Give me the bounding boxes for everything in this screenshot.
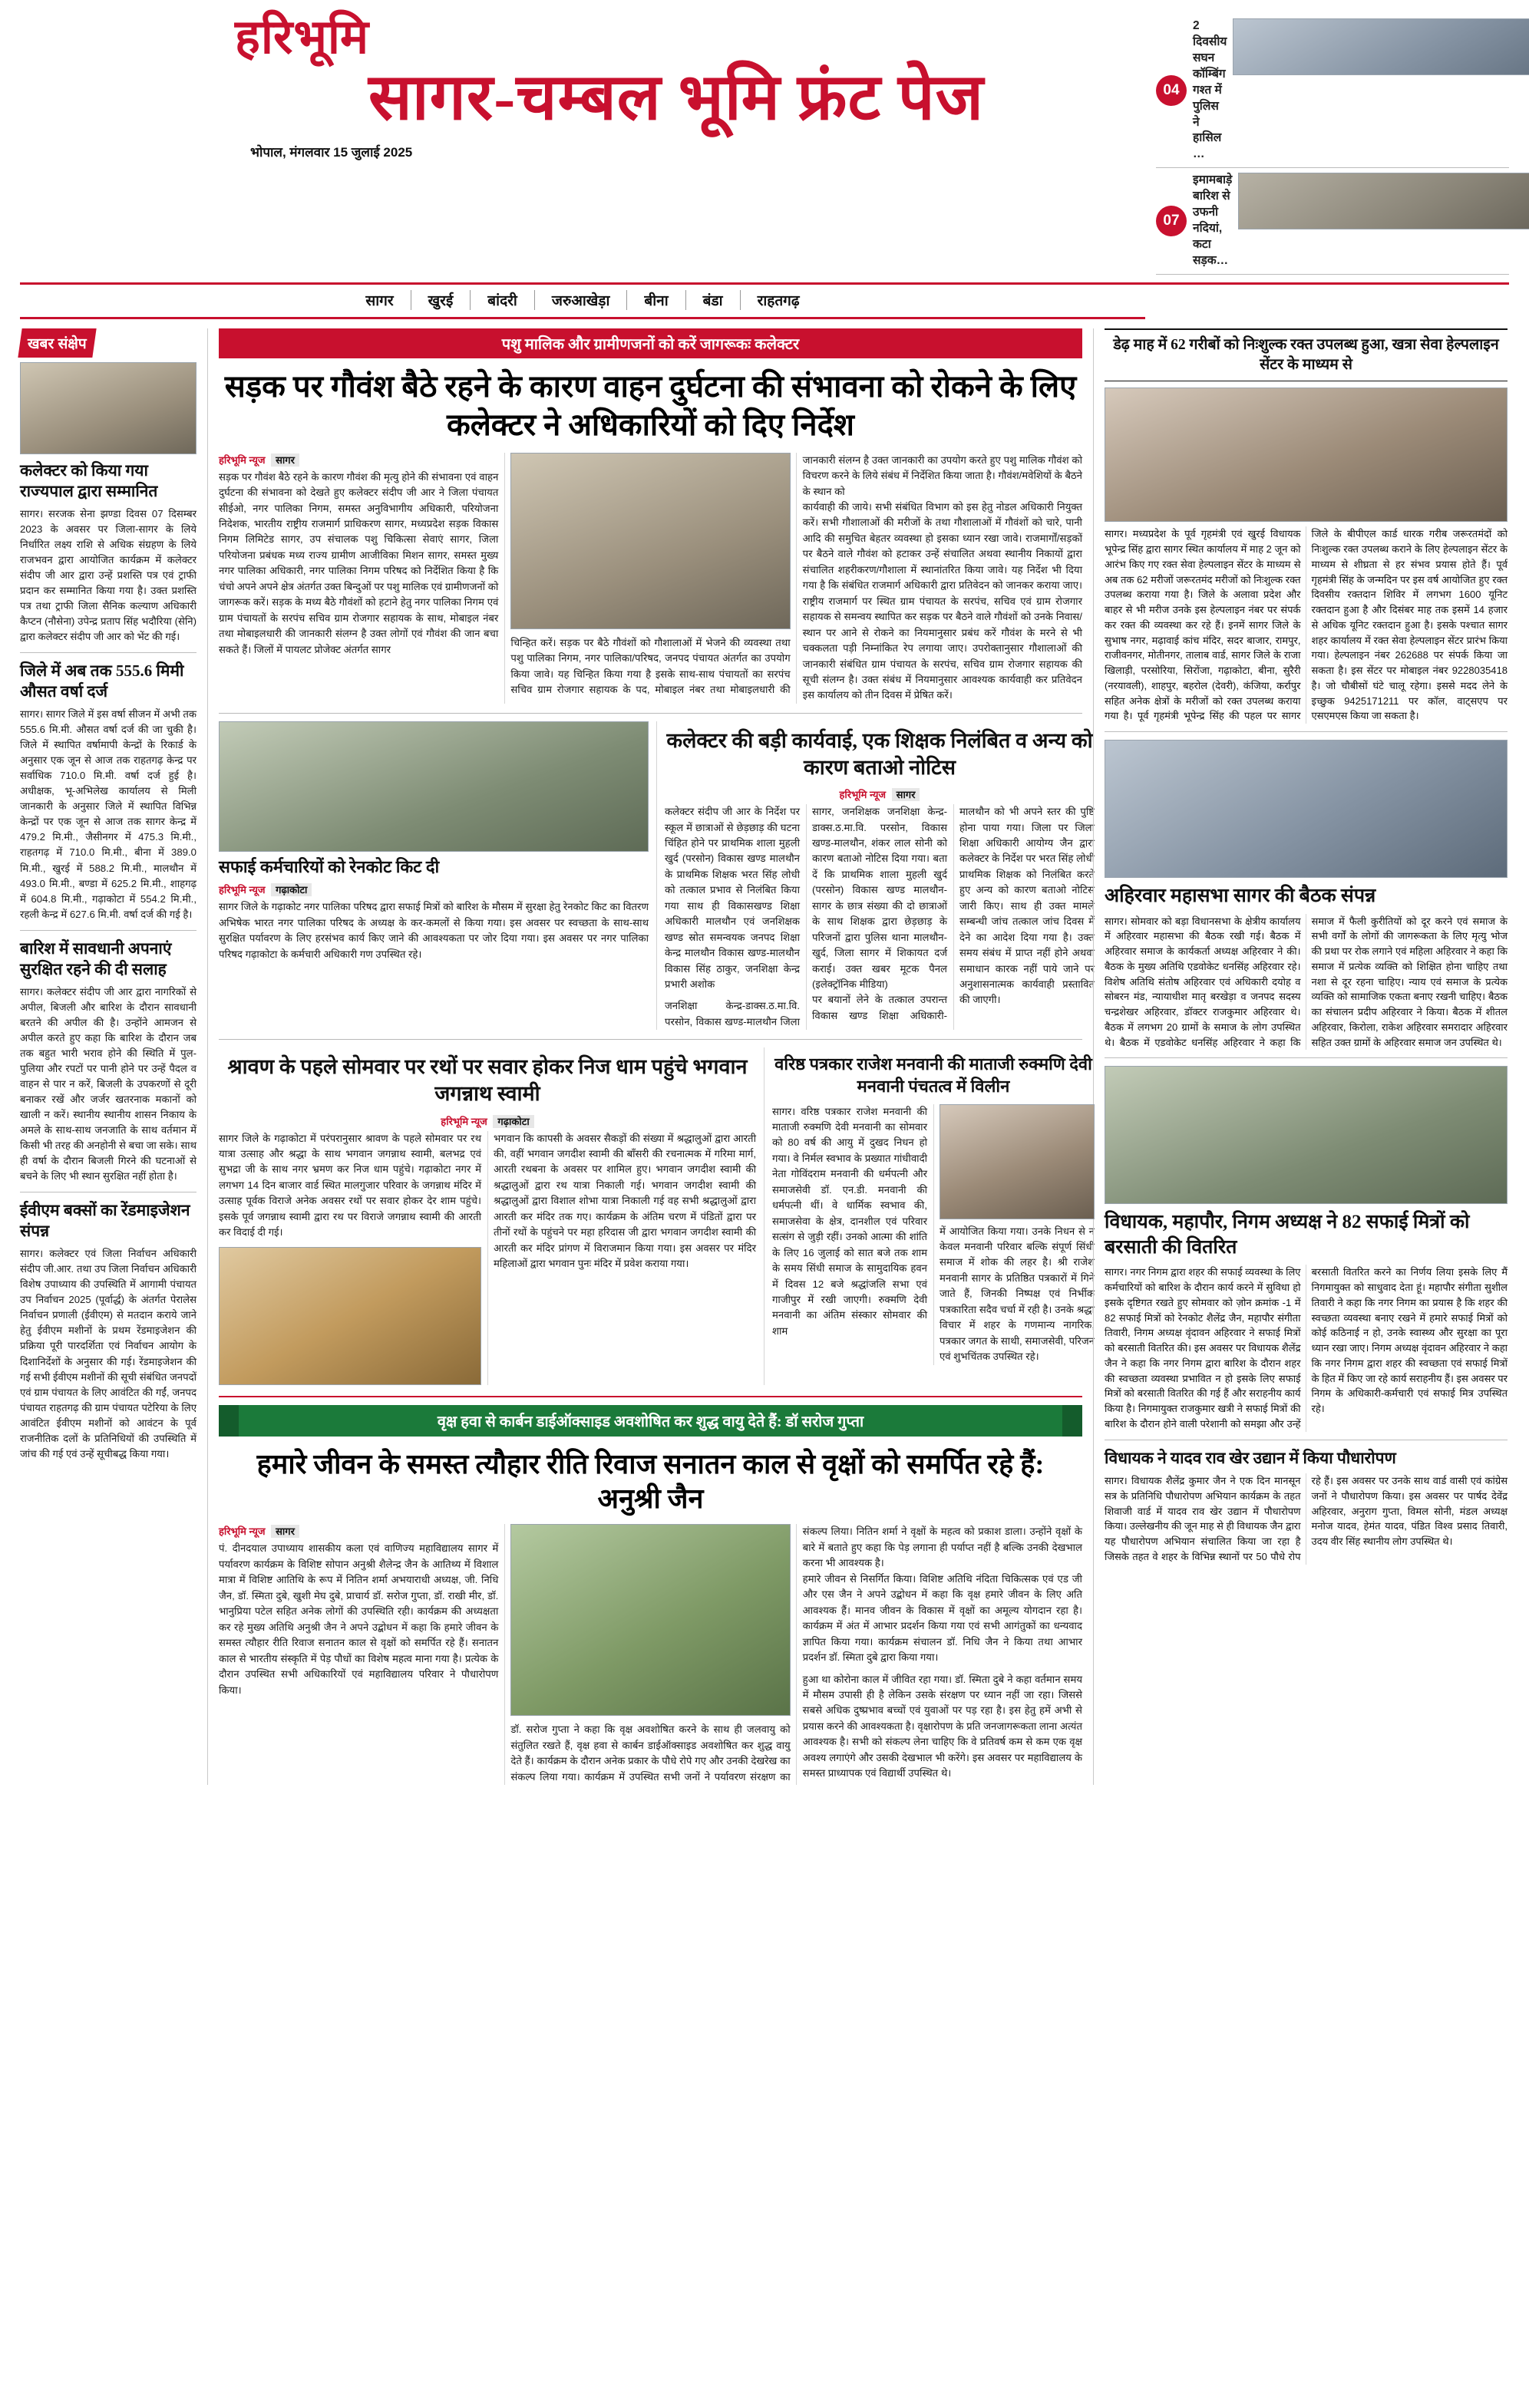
right-headline-4: विधायक ने यादव राव खेर उद्यान में किया पौधारोपण bbox=[1105, 1448, 1396, 1467]
lead-headline: सड़क पर गौवंश बैठे रहने के कारण वाहन दुर्घटना की संभावना को रोकने के लिए कलेक्टर ने अधिकारियों को दिए निर्देश bbox=[224, 368, 1077, 443]
byline-location: गढ़ाकोटा bbox=[271, 883, 312, 896]
story2-headline: कलेक्टर की बड़ी कार्यवाई, एक शिक्षक निलंबित व अन्य को कारण बताओ नोटिस bbox=[666, 728, 1093, 779]
promo-text: 2 दिवसीय सघन कॉम्बिंग गश्त में पुलिस ने हासिल … bbox=[1193, 19, 1227, 161]
lead-col-1: सड़क पर गौवंश बैठे रहने के कारण गौवंश की मृत्यु होने की संभावना एवं वाहन दुर्घटना की संभावना को देखते हुए कलेक्टर संदीप जी आर ने जिला पंचायत सीईओ, नगर पालिका निगम, समस्त अनुविभागीय अधिकारी, परियोजना निदेशक, भारतीय राष्ट्रीय राजमार्ग प्राधिकरण सागर, मध्यप्रदेश सड़क विकास निगम लिमिटेड सागर, उप संचालक पशु चिकित्सा सेवाएं सागर, जिला परियोजना प्रबंधक मध्य राज्य ग्रामीण आजीविका मिशन सागर, समस्त मुख्य नगर पालिका अधिकारी, नगर पालिका निगम परिषद को निर्देशित किया है कि चंचो अपने अपने क्षेत्र अंतर्गत उक्त बिन्दुओं पर पशु मालिक एवं ग्रामीणजनों को जागरूक करें। सड़क के मध्य बैठे गौवंशों को हटाने हेतु नगर पालिका निगम एवं ग्राम पंचायतों के सरपंच सचिव ग्राम रोजगार सहायक के साथ, मोबाइल नंबर तथा मोबाइलधारी की जानकारी संलग्न है उक्त लोगों एवं गौवंश की जान बचा सकते हैं। जिलों में पायलट प्रोजेक्ट अंतर्गत सागर bbox=[219, 470, 499, 655]
left-headline-2: जिले में अब तक 555.6 मिमी औसत वर्षा दर्ज bbox=[20, 661, 184, 701]
promo-photo-flood bbox=[1238, 173, 1529, 229]
story2-col-3: पर बयानों लेने के तत्काल उपरान्त विकास खण्ड शिक्षा अधिकारी-मालथौन को भी अपने स्तर की पुष्टि होना पाया गया। जिला पर जिला शिक्षा अधिकारी आयोग्य जैन द्वारा कलेक्टर के निर्देश पर भरत सिंह लोधी प्राथमिक शिक्षक को निलंबित करते हुए अन्य को कारण बताओ नोटिस जारी किए। साथ ही उक्त मामले सम्बन्धी जांच तत्काल जांच दिवस में देने का आदेश दिया गया है। उक्त समय संबंध में प्राप्त नहीं होने अथवा समाधान कारक नहीं पाये जाने पर अनुशासनात्मक कार्यवाही प्रस्तावित की जाएगी। bbox=[812, 806, 1095, 1021]
story5-col-2: में आयोजित किया गया। उनके निधन से न केवल मनवानी परिवार बल्कि संपूर्ण सिंधी समाज में शोक की लहर है। श्री राजेश मनवानी सागर के प्रतिष्ठित पत्रकारों में गिने जाते हैं, जिनकी निष्पक्ष एवं निर्भीक पत्रकारिता सदैव चर्चा में रही है। उनके श्रद्धा विचार में शहर के गणमान्य नागरिक, पत्रकार जगत के साथी, समाजसेवी, परिजन एवं शुभचिंतक उपस्थित रहे। bbox=[940, 1225, 1095, 1363]
byline-location: सागर bbox=[271, 1525, 299, 1538]
byline bbox=[219, 882, 649, 896]
story-suspension bbox=[219, 721, 649, 1031]
right-headline-3: विधायक, महापौर, निगम अध्यक्ष ने 82 सफाई मित्रों को बरसाती की वितरित bbox=[1105, 1212, 1470, 1258]
right-body-1: सागर। मध्यप्रदेश के पूर्व गृहमंत्री एवं खुरई विधायक भूपेन्द्र सिंह द्वारा सागर स्थित कार्यालय में माह 2 जून को आरंभ किए गए रक्त सेवा हेल्पलाइन सेंटर के माध्यम से अब तक 62 मरीजों जरूरतमंद मरीजों को निःशुल्क रक्त उपलब्ध कराया गया है। जिले के अलावा प्रदेश और बाहर से भी मरीज उनके इस हेल्पलाइन नंबर पर संपर्क कर रक्त की व्यवस्था कर रहे हैं। इनमें सागर जिले के सुभाष नगर, मढ़ावाई कांच मंदिर, सदर बाजार, रामपुर, राजीवनगर, मोतीनगर, तालाब वार्ड, सागर जिले के राजा खिलाड़ी, परसोरिया, सिरोंजा, गढ़ाकोटा, बीना, सुरैरी (नरयावली), शाहपुर, बहरोल (देवरी), कंजिया, कर्रापुर सहित अनेक क्षेत्रों के मरीजों को रक्त उपलब्ध कराया गया है। पूर्व गृहमंत्री भूपेन्द्र सिंह की पहल पर सागर जिले के बीपीएल कार्ड धारक गरीब जरूरतमंदों को निःशुल्क रक्त उपलब्ध कराने के लिए हेल्पलाइन सेंटर के माध्यम से शीघ्रता से हर संभव प्रयास होते हैं। पूर्व गृहमंत्री सिंह के जन्मदिन पर इस वर्ष आयोजित हुए रक्त दिवसीय रक्तदान शिविर में लगभग 1600 यूनिट रक्तदान हुआ है और दिसंबर माह तक इसमें 14 हजार से अधिक यूनिट रक्तदान हुआ है। इसके पश्चात सागर शहर कार्यालय में रक्त सेवा हेल्पलाइन सेंटर प्रारंभ किया गया। हेल्पलाइन नंबर 262688 पर संपर्क किया जा सकता है। इस सेंटर पर मोबाइल नंबर 9228035418 है। जो चौबीसों घंटे चालू रहेगा। इससे मदद लेने के इच्छुक 9425171211 पर कॉल, वाट्सएप पर एसएमएस किया जा सकता है। bbox=[1105, 528, 1508, 722]
photo-raincoat-handover bbox=[1105, 1066, 1508, 1204]
divider bbox=[1105, 731, 1508, 732]
promo-list bbox=[1156, 14, 1509, 275]
edition-bina[interactable]: बीना bbox=[627, 290, 685, 310]
left-headline-1: कलेक्टर को किया गया राज्यपाल द्वारा सम्मानित bbox=[20, 460, 158, 500]
story6-headline: हमारे जीवन के समस्त त्यौहार रीति रिवाज सनातन काल से वृक्षों को समर्पित रहे हैं: अनुश्री जैन bbox=[256, 1448, 1045, 1515]
byline-location: गढ़ाकोटा bbox=[493, 1115, 533, 1128]
story6-body bbox=[219, 1524, 1082, 1785]
portrait-official-photo bbox=[1105, 388, 1508, 522]
green-ribbon-quote: वृक्ष हवा से कार्बन डाईऑक्साइड अवशोषित कर शुद्ध वायु देते हैं: डॉ सरोज गुप्ता bbox=[239, 1405, 1062, 1437]
divider bbox=[219, 1039, 1082, 1040]
story-teacher-suspended bbox=[665, 721, 1095, 1031]
photo-collector-meeting bbox=[510, 453, 790, 629]
byline-tag: हरिभूमि न्यूज bbox=[441, 1115, 487, 1127]
byline bbox=[219, 1114, 756, 1128]
story4-headline: श्रावण के पहले सोमवार पर रथों पर सवार होकर निज धाम पहुंचे भगवान जगन्नाथ स्वामी bbox=[227, 1055, 748, 1106]
story2-col-2: जनशिक्षा केन्द्र-डाक्स.ठ.मा.वि. परसोन, विकास खण्ड-मालथौन जिला सागर, जनशिक्षक जनशिक्षा केन्द्र-डाक्स.ठ.मा.वि. परसोन, विकास खण्ड-मालथौन, शंकर लाल सोनी को कारण बताओ नोटिस दिया गया। बता दें कि प्राथमिक शाला मुहली खुर्द (परसोन) विकास खण्ड मालथौन-सागर के छात्र संख्या की दो छात्राओं के साथ शिक्षक द्वारा छेड़छाड़ के परिजनों द्वारा पुलिस थाना मालथौन-खुर्द, जिला सागर में शिकायत दर्ज कराई। उक्त खबर मूटक पैनल (इलेक्ट्रॉनिक मीडिया) bbox=[665, 806, 947, 1028]
byline bbox=[665, 787, 1095, 801]
photo-award-ceremony bbox=[20, 362, 196, 454]
story6-col-3: हमारे जीवन से निसर्गित किया। विशिष्ट अतिथि नंदिता चिकित्सक एवं एड जी और एस जैन ने अपने उद्बोधन में कहा कि वृक्ष हमारे जीवन के लिए अति आवश्यक हैं। मानव जीवन के विकास में वृक्षों का अमूल्य योगदान रहा है। कार्यक्रम में अंत में आभार प्रदर्शन किया गया एवं सभी आगंतुकों का धन्यवाद ज्ञापित किया गया। कार्यक्रम संचालन डॉ. निधि जैन ने किया तथा आभार प्रदर्शन डॉ. स्मिता दुबे द्वारा किया गया। bbox=[802, 1572, 1082, 1664]
paper-logo: हरिभूमि bbox=[235, 12, 370, 64]
byline-tag: हरिभूमि न्यूज bbox=[219, 1526, 266, 1538]
story6-col-4: हुआ था कोरोना काल में जीवित रहा गया। डॉ. स्मिता दुबे ने कहा वर्तमान समय में मौसम उपासी ही है लेकिन उसके संरक्षण पर ध्यान नहीं जा रहा। जिससे सबसे अधिक दुष्प्रभाव बच्चों एवं युवाओं पर पड़ रहा है। इस हेतु हमें अभी से प्रयास करने की आवश्यकता है। वृक्षारोपण के प्रति जनजागरूकता लाना अत्यंत आवश्यक है। सभी को संकल्प लेना चाहिए कि वे प्रतिवर्ष कम से कम एक वृक्ष अवश्य लगाएंगे और उसकी देखभाल भी करेंगे। इस अवसर पर महाविद्यालय के समस्त प्राध्यापक एवं विद्यार्थी उपस्थित थे। bbox=[802, 1673, 1082, 1780]
story4-col-1: सागर जिले के गढ़ाकोटा में परंपरानुसार श्रावण के पहले सोमवार पर रथ यात्रा उत्साह और श्रद्धा के साथ भगवान जगन्नाथ स्वामी, बलभद्र एवं सुभद्रा जी के साथ नगर भ्रमण कर निज धाम पहुंचे। गढ़ाकोटा नगर में लगभग 14 दिन बाजार वार्ड स्थित मालगुजार परिवार के जगन्नाथ मंदिर में उत्साह पूर्वक विराजे अनेक अवसर रथों पर सवार होकर देर शाम पहुंचे। इसके पूर्व जगन्नाथ स्वामी द्वारा रथ पर विराजे जगन्नाथ स्वामी की आरती कर विदाई दी गई। bbox=[219, 1132, 481, 1239]
story5-col-1: सागर। वरिष्ठ पत्रकार राजेश मनवानी की माताजी रुक्मणि देवी मनवानी का सोमवार को 80 वर्ष की आयु में दुखद निधन हो गया। वे निर्मल स्वभाव के प्रख्यात गांधीवादी नेता गोविंदराम मनवानी की धर्मपत्नी और समाजसेवी डॉ. एन.डी. मनवानी की धर्मपत्नी थीं। वे धार्मिक स्वभाव की, समाजसेवा के क्षेत्र, दानशील एवं परिवार सत्संग से जुड़ी रहीं। उनको आत्मा की शांति के लिए 16 जुलाई को सात बजे तक शाम के समय सिंधी समाज के सामुदायिक हवन में दिवस 12 बजे श्रद्धांजलि सभा एवं गाजीपुर में रखी जाएगी। रुक्मणि देवी मनवानी का अंतिम संस्कार सोमवार की शाम bbox=[772, 1105, 927, 1337]
right-column bbox=[1093, 328, 1508, 1785]
right-headline-2: अहिरवार महासभा सागर की बैठक संपन्न bbox=[1105, 886, 1376, 907]
story4-col-2: भगवान कि कापसी के अवसर सैकड़ों की संख्या में श्रद्धालुओं द्वारा आरती की, वहीं भगवान जगदीश स्वामी की बाँसरी की रचनात्मक में गरिमा मार्ग, आरती रथबना के अवसर पर शामिल हुए। भगवान जगदीश स्वामी की श्रद्धालुओं द्वारा रथ यात्रा निकाली गई। भगवान जगदीश स्वामी की श्रद्धालुओं द्वारा विशाल शोभा यात्रा निकाली गई वह सभी श्रद्धालुओं द्वारा आरती कर मंदिर तक गए। कार्यक्रम के अंतिम चरण में पंडितों द्वारा पर तीनों रथों के पहुंचने पर महा हरिदास जी द्वारा भगवान जगदीश स्वामी की आरती कर मंदिर प्रांगण में विराजमान किया गया। इस अवसर पर मंदिर महिलाओं द्वारा भगवान पुनः मंदिर में प्रवेश कराया गया। bbox=[494, 1132, 756, 1270]
divider-red bbox=[219, 1396, 1082, 1397]
edition-sagar[interactable]: सागर bbox=[348, 290, 411, 310]
byline-location: सागर bbox=[892, 788, 920, 801]
khabar-sankshep-badge: खबर संक्षेप bbox=[18, 328, 96, 358]
story3-body: सागर जिले के गढ़ाकोट नगर पालिका परिषद द्वारा सफाई मित्रों को बारिश के मौसम में सुरक्षा हेतु रेनकोट किट का वितरण अभिषेक भारत नगर पालिका परिषद के अध्यक्ष के कर-कमलों से किया गया। इस अवसर पर स्वच्छता के साथ-साथ सुरक्षित पर्यावरण के लिए हरसंभव कार्य किए जाने की आवश्यकता पर जोर दिया गया। इस अवसर पर नगर पालिका परिषद गढ़ाकोटा के कर्मचारी अधिकारी गण उपस्थित रहे। bbox=[219, 901, 649, 960]
promo-item[interactable] bbox=[1156, 14, 1509, 168]
promo-page-number: 04 bbox=[1156, 75, 1187, 106]
lead-col-2: चिन्हित करें। सड़क पर बैठे गौवंशों को गौशालाओं में भेजने की व्यवस्था तथा पशु पालिका निगम, नगर पालिका/परिषद, जनपद पंचायत अंतर्गत का उपयोग किया जावे। यह चिन्हित किया गया है इसके साथ-साथ पंचायतों का सरपंच सचिव ग्राम रोजगार सहायक के पद, मोबाइल नंबर तथा मोबाइलधारी की जानकारी संलग्न है उक्त जानकारी का उपयोग करते हुए पशु मालिक गौवंश को विचरण करने के लिये संबंध में निर्देशित किया जाता है। गौवंश/मवेशियों के बैठने के स्थान को bbox=[510, 454, 1082, 695]
story-obituary bbox=[772, 1047, 1095, 1384]
promo-photo-police bbox=[1233, 18, 1529, 75]
promo-item[interactable] bbox=[1156, 168, 1509, 275]
photo-tree-plantation bbox=[510, 1524, 790, 1716]
lead-col-3: कार्यवाही की जाये। सभी संबंधित विभाग को इस हेतु नोडल अधिकारी नियुक्त करें। सभी गौशालाओं की मरीजों के तथा गौशालाओं में गौवंशों को चारे, पानी आदि की समुचित बेहतर व्यवस्था हो इसका ध्यान रखा जावे। राजमार्गों/सड़कों पर बैठने वाले गौवंश को हटाकर उन्हें संचालित अथवा स्थानीय निकायों द्वारा संचालित शहरीकरण/गौशाला में स्थानांतरित किया जावे। यह निर्देश भी दिया गया है कि संबंधित राजमार्ग अधिकारी द्वारा प्रतिवेदन को जानकर कराया जाए। राष्ट्रीय राजमार्ग पर स्थित ग्राम पंचायत के सरपंच, सचिव एवं ग्राम रोजगार सहायक से समन्वय स्थापित कर सड़क पर बैठने वाले गौवंशों को उनके निवास/स्थान पर आने से रोकने का नियमानुसार प्रबंध करें गौवंश के मरने से भी चक्कलता पड़ी निम्नांकित रेप लगाया जाए। उपरोक्तानुसार गौशालाओं की जानकारी संबंधित ग्राम पंचायत के सरपंच, सचिव ग्राम रोजगार सहायक की सूची संलग्न है। उक्त संबंध में नियमानुसार आवश्यक कार्यवाही कर प्रतिवेदन इस कार्यालय को तीन दिवस में प्रेषित करें। bbox=[802, 500, 1082, 701]
photo-raincoat-distribution bbox=[219, 721, 649, 852]
story3-headline: सफाई कर्मचारियों को रेनकोट किट दी bbox=[219, 856, 440, 876]
left-column bbox=[20, 328, 196, 1785]
right-body-3: सागर। नगर निगम द्वारा शहर की सफाई व्यवस्था के लिए कर्मचारियों को बारिश के दौरान कार्य करने में सुविधा हो इसके दृष्टिगत रखते हुए सोमवार को ज़ोन क्रमांक -1 में 82 सफाई मित्रों को रेनकोट शैलेंद्र जैन, महापौर संगीता तिवारी, निगम अध्यक्ष वृंदावन अहिरवार ने सफाई मित्रों को बरसाती वितरित की। इस अवसर पर विधायक शैलेंद्र जैन ने कहा कि नगर निगम द्वारा बारिश के दौरान शहर की स्वच्छता व्यवस्था प्रभावित न हो इसके लिए सफाई मित्रों को बरसाती वितरित की गई हैं और सराहनीय कार्य किया है। निगमायुक्त राजकुमार खत्री ने सफाई मित्रों की बारिश के दौरान होने वाली परेशानी को समझा और उन्हें बरसाती वितरित करने का निर्णय लिया इसके लिए मैं निगमायुक्त को साधुवाद देता हूं। महापौर संगीता सुशील तिवारी ने कहा कि नगर निगम का प्रयास है कि शहर की स्वच्छता व्यवस्था बनाए रखने में हमारे सफाई मित्रों को कोई कठिनाई न हो, उनके स्वास्थ्य और सुरक्षा का पूरा ध्यान रखा जाए। निगम अध्यक्ष वृंदावन अहिरवार ने कहा कि नगर निगम द्वारा शहर की स्वच्छता एवं सफाई मित्रों के हित में किए जा रहे कार्य सराहनीय हैं। इस अवसर पर निगम के अधिकारी-कर्मचारी एवं सफाई मित्र उपस्थित रहे। bbox=[1105, 1266, 1508, 1430]
edition-jaruakheda[interactable]: जरुआखेड़ा bbox=[535, 290, 628, 310]
story-rathyatra bbox=[219, 1047, 756, 1384]
masthead bbox=[20, 14, 1509, 279]
byline-tag: हरिभूमि न्यूज bbox=[219, 454, 266, 466]
byline-tag: हरिभूमि न्यूज bbox=[219, 884, 266, 896]
left-body-2: सागर। सागर जिले में इस वर्षा सीजन में अभी तक 555.6 मि.मी. औसत वर्षा दर्ज की जा चुकी है। जिले में स्थापित वर्षामापी केन्द्रों के रिकार्ड के अनुसार एक जून से आज तक राहतगढ़ केन्द्र पर सर्वाधिक 710.0 मि.मी. वर्षा दर्ज हुई है। अधीक्षक, भू-अभिलेख कार्यालय से मिली जानकारी के अनुसार जिले में स्थापित विभिन्न केन्द्रों पर एक जून से आज तक सागर केन्द्र में 479.2 मि.मी., जैसीनगर में 475.3 मि.मी., राहतगढ़ में 710.0 मि.मी., बीना में 389.0 मि.मी., खुरई में 588.2 मि.मी., मालथौन में 493.0 मि.मी., बण्डा में 625.2 मि.मी., शाहगढ़ में 604.8 मि.मी., गढ़ाकोटा में 554.2 मि.मी., रहली केन्द्र में 627.6 मि.मी. वर्षा दर्ज की गई है। bbox=[20, 708, 196, 920]
byline-location: सागर bbox=[271, 454, 299, 467]
left-headline-4: ईवीएम बक्सों का रेंडमाइजेशन संपन्न bbox=[20, 1201, 190, 1241]
edition-bar bbox=[20, 285, 1145, 319]
byline-tag: हरिभूमि न्यूज bbox=[839, 789, 887, 801]
right-headline-1: डेढ़ माह में 62 गरीबों को निःशुल्क रक्त उपलब्ध हुआ, खत्रा सेवा हेल्पलाइन सेंटर के माध्यम से bbox=[1105, 328, 1508, 382]
photo-rukmani-devi-manwani bbox=[940, 1104, 1095, 1219]
edition-bandri[interactable]: बांदरी bbox=[471, 290, 535, 310]
center-column bbox=[207, 328, 1095, 1785]
left-headline-3: बारिश में सावधानी अपनाएं सुरक्षित रहने की दी सलाह bbox=[20, 938, 172, 978]
lead-kicker: पशु मालिक और ग्रामीणजनों को करें जागरूकः कलेक्टर bbox=[219, 328, 1082, 358]
photo-rath-procession bbox=[219, 1247, 481, 1385]
story6-col-2: डॉ. सरोज गुप्ता ने कहा कि वृक्ष अवशोषित करने के साथ ही जलवायु को संतुलित रखते हैं, वृक्ष हवा से कार्बन डाईऑक्साइड अवशोषित कर शुद्ध वायु देते हैं। कार्यक्रम के दौरान अनेक प्रकार के पौधे रोपे गए और उनकी देखरेख का संकल्प लिया गया। कार्यक्रम में उपस्थित सभी जनों ने पर्यावरण संरक्षण का संकल्प लिया। नितिन शर्मा ने वृक्षों के महत्व को प्रकाश डाला। उन्होंने वृक्षों के बारे में बताते हुए कहा कि पेड़ लगाना ही पर्याप्त नहीं है बल्कि उनकी देखभाल करना भी आवश्यक है। bbox=[510, 1526, 1082, 1783]
edition-banda[interactable]: बंडा bbox=[686, 290, 741, 310]
promo-page-number: 07 bbox=[1156, 206, 1187, 236]
photo-ahirwar-mahasabha bbox=[1105, 740, 1508, 878]
lead-body bbox=[219, 453, 1082, 704]
byline bbox=[219, 453, 498, 467]
right-body-4: सागर। विधायक शैलेंद्र कुमार जैन ने एक दिन मानसून सत्र के प्रतिनिधि पौधारोपण अभियान कार्यक्रम के तहत शिवाजी वार्ड में यादव राव खेर उद्यान में पौधारोपण किया। उल्लेखनीय की जून माह से ही विधायक जैन द्वारा यह पौधारोपण अभियान संचालित किया जा रहा है जिसके तहत वे शहर के विभिन्न स्थानों पर 50 पौधे रोप रहे हैं। इस अवसर पर उनके साथ वार्ड वासी एवं कांग्रेस जनों ने पौधारोपण किया। इस अवसर पर पार्षद देवेंद्र अहिरवार, अनुराग गुप्ता, विमल सोनी, मंडल अध्यक्ष मनोज यादव, हेमंत यादव, पंडित विश्व प्रसाद तिवारी, उदय वीर सिंह स्थानीय लोग उपस्थित थे। bbox=[1105, 1475, 1508, 1562]
divider bbox=[20, 930, 196, 931]
story5-headline: वरिष्ठ पत्रकार राजेश मनवानी की माताजी रुक्मणि देवी मनवानी पंचतत्व में विलीन bbox=[774, 1054, 1092, 1096]
promo-text: इमामबाड़े बारिश से उफनी नदियां, कटा सड़क… bbox=[1193, 173, 1233, 267]
divider bbox=[20, 652, 196, 653]
byline bbox=[219, 1524, 498, 1538]
content-grid bbox=[20, 328, 1509, 1785]
left-body-4: सागर। कलेक्टर एवं जिला निर्वाचन अधिकारी संदीप जी.आर. तथा उप जिला निर्वाचन अधिकारी विशेष उपाध्याय की उपस्थिति में आगामी पंचायत उप निर्वाचन 2025 (पूर्वार्द्ध) के अंतर्गत पेरालेस निर्वाचन प्रणाली (ईवीएम) से मतदान कराये जाने हेतु ईवीएम मशीनों के प्रथम रेंडमाइजेशन की प्रक्रिया पूरी पारदर्शिता एवं निर्वाचन आयोग के दिशानिर्देशों के अनुसार की गई। रेंडमाइजेशन की गई सभी ईवीएम मशीनों की सूची संबंधित जनपदों एवं ग्राम पंचायत के लिए आवंटित की गईं, जनपद पंचायत राहतगढ़ की ग्राम पंचायत पटेरिया के लिए आवंटित ईवीएम मशीनों को आवंटन के पूर्व राजनीतिक दलों के प्रतिनिधियों की उपस्थिति में जांच की गई एवं उन्हें सूचीबद्ध किया गया। bbox=[20, 1248, 196, 1460]
divider bbox=[1105, 1057, 1508, 1058]
dateline: भोपाल, मंगलवार 15 जुलाई 2025 bbox=[250, 145, 413, 160]
divider bbox=[219, 713, 1082, 714]
left-body-3: सागर। कलेक्टर संदीप जी आर द्वारा नागरिकों से अपील, बिजली और बारिश के दौरान सावधानी बरतने की अपील की है। उन्होंने आमजन से अपील करते हुए कहा कि बारिश के दौरान जब तक बहुत भारी भराव होने की स्थिति में पुल-पुलिया और रपटों पर पानी होने पर उन्हें पैदल व वाहन से पार न करें, बिजली के उपकरणों से दूरी बनाकर रखें और जर्जर खतरनाक मकानों को खाली न करें। स्थानीय स्थानीय शासन निकाय के अमले के साथ-साथ जनजाति के साथ वर्तमान में किसी भी तरह की अनहोनी से बचा जा सके। साथ ही वर्षा के दौरान बिजली गिरने की घटनाओं से बचने के लिए भी स्थान सुरक्षित नहीं होता है। bbox=[20, 985, 196, 1183]
masthead-left bbox=[20, 14, 1148, 160]
story2-col-1: कलेक्टर संदीप जी आर के निर्देश पर स्कूल में छात्राओं से छेड़छाड़ की घटना चिंहित होने पर प्राथमिक शाला मुहली खुर्द (परसोन) विकास खण्ड मालथौन के प्राथमिक शिक्षक भरत सिंह लोधी को तत्काल प्रभाव से निलंबित किया गया साथ ही विकासखण्ड शिक्षा अधिकारी मालथौन एवं जनशिक्षक खण्ड स्रोत समन्वयक जनपद शिक्षा केन्द्र मालथौन विकास खण्ड-मालथौन विकास सिंह ठाकुर, जनशिक्षा केन्द्र प्रभारी अशोक bbox=[665, 806, 800, 991]
story6-col-1: पं. दीनदयाल उपाध्याय शासकीय कला एवं वाणिज्य महाविद्यालय सागर में पर्यावरण कार्यक्रम के विशिष्ट सोपान अनुश्री शैलेन्द्र जैन के आतिथ्य में विशाल मात्रा में विशिष्ट आतिथि के रूप में नितिन शर्मा अभयाराधी अध्यक्ष, जी. निधि जैन, डॉ. स्मिता दुबे, खुशी मेघ दुबे, प्राचार्य डॉ. सरोज गुप्ता, डॉ. राखी मीर, डॉ. भानुप्रिया पटेल सहित अनेक लोगों की उपस्थिति रही। कार्यक्रम की अध्यक्षता कर रहे मुख्य अतिथि अनुश्री जैन ने अपने उद्बोधन में कहा कि हमारे जीवन के समस्त त्यौहार रीति रिवाज सनातन काल से वृक्षों को समर्पित रहे हैं। सनातन काल से भारतीय संस्कृति में पेड़ पौधों का विशेष महत्व माना गया है। प्रत्येक के दौरान उपस्थित सभी अधिकारियों एवं महाविद्यालय परिवार ने पौधारोपण किया। bbox=[219, 1542, 499, 1696]
edition-rahatgarh[interactable]: राहतगढ़ bbox=[757, 292, 800, 309]
edition-khurai[interactable]: खुरई bbox=[411, 290, 471, 310]
left-body-1: सागर। सरजक सेना झण्डा दिवस 07 दिसम्बर 2023 के अवसर पर जिला-सागर के लिये निर्धारित लक्ष्य राशि से अधिक संग्रहण के लिये राजभवन द्वारा आयोजित कार्यक्रम में कलेक्टर संदीप जी आर द्वारा उन्हें प्रशस्ति पत्र एवं ट्राफी प्रदान कर सम्मानित किया गया है। उक्त प्रशस्ति पत्र तथा ट्राफी जिला सैनिक कल्याण अधिकारी कैप्टन (नौसेना) उपेन्द्र प्रताप सिंह भदौरिया (सेनि) द्वारा कलेक्टर संदीप जी आर को भेंट की गई। bbox=[20, 507, 196, 643]
page-title: सागर-चम्बल भूमि फ्रंट पेज bbox=[368, 62, 984, 134]
right-body-2: सागर। सोमवार को बड़ा विधानसभा के क्षेत्रीय कार्यालय में अहिरवार महासभा की बैठक रखी गई। बैठक में अहिरवार समाज के कार्यकर्ता अध्यक्ष अहिरवार ने की। बैठक के मुख्य अतिथि एडवोकेट धनसिंह अहिरवार रहे। विशेष अतिथि संतोष अहिरवार एवं अधिकारी दयोह व सोबरन मंड, न्यायाधीश मातृ बरखेड़ा व जनपद सदस्य चन्द्रशेखर अहिरवार, डॉक्टर राजकुमार अहिरवार थे। बैठक में लगभग 20 ग्रामों के समाज के लोग उपस्थित थे। बैठक में एडवोकेट धनसिंह अहिरवार ने कहा कि समाज में फैली कुरीतियों को दूर करने एवं समाज के सभी वर्गों के लोगों की जागरूकता के लिए मृत्यु भोज की प्रथा पर रोक लगाने एवं महिला अहिरवार ने कहा कि समाज में प्रत्येक व्यक्ति को शिक्षित होना चाहिए तथा नशा से दूर रहना चाहिए। न्याय एवं समाज के प्रत्येक व्यक्ति को सामाजिक एकता बनाए रखनी चाहिए। बैठक का संचालन प्रदीप अहिरवार ने किया। बैठक में शीतल अहिरवार, किरोला, राकेश अहिरवार समरादार अहिरवार सहित उक्त ग्रामों के अहिरवार समाज जन उपस्थित थे। bbox=[1105, 915, 1508, 1048]
